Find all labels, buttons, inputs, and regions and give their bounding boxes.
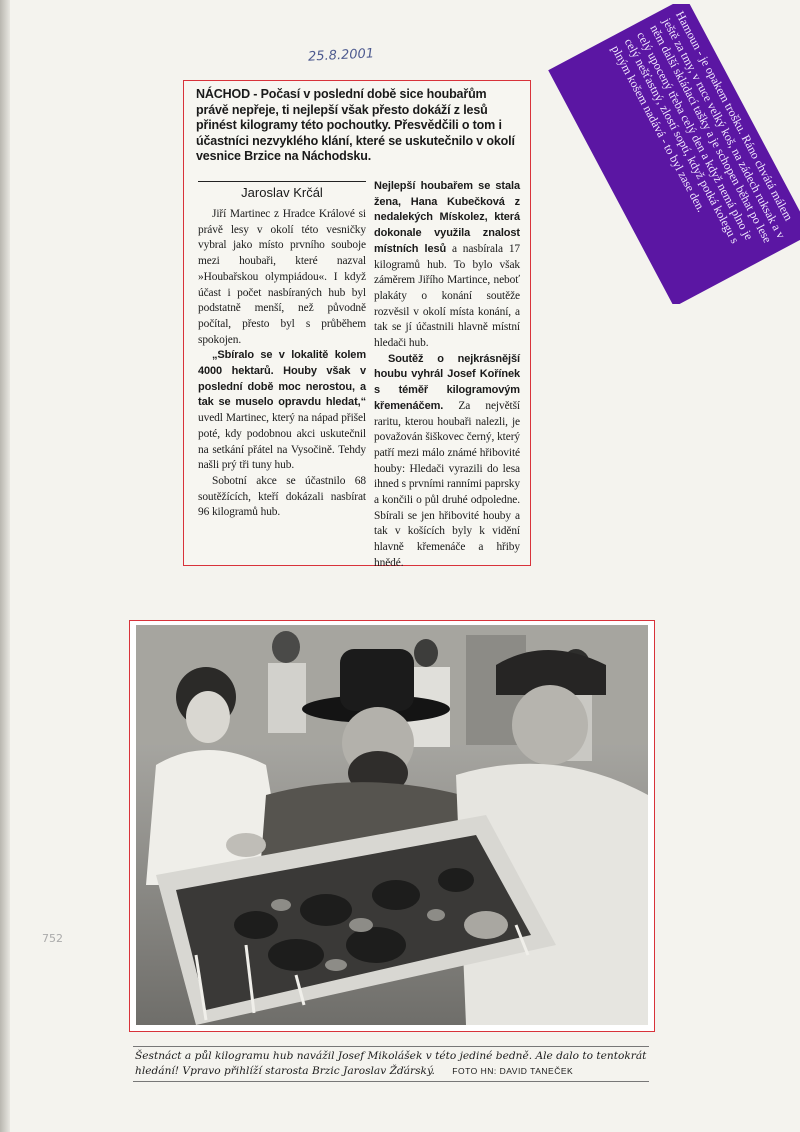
paragraph-text: a nasbírala 17 kilogramů hub. To bylo však záměrem Jiřího Martince, neboť plakáty o konání soutěže rozvěsil v okolí místa konání, a tak se jí účastnili hlavně místní hledači hub. — [374, 242, 521, 350]
paragraph-text: Za největší raritu, kterou houbaři nalezli, je považován šiškovec černý, který patří mezi málo známé hřibovité houby: Hledači vyrazili do lesa ihned s prvními ranními paprsky a končili o půl druhé odpoledne. Sbírali se jen hřibovité houby a tak v košících byly k vidění hlavně křemenáče a hřiby hnědé. — [374, 399, 520, 569]
sticky-note: Hamoun - je opakem trošku. Ráno chvátá málem ještě za tmy, v ruce velký koš, na zádech ruksak a v něm další skládací tašky a je schopen běhat po lese celý upocený třeba celý den a když nemá plno je celý nešťastný, zlostí soptí, když potká kolegu s plným košem nadává - to byl zase den. — [548, 4, 800, 304]
caption-text: Šestnáct a půl kilogramu hub navážil Josef Mikolášek v této jediné bedně. Ale dalo to tentokrát hledání! Vpravo přihlíží starosta Brzic Jaroslav Žďárský. — [135, 1050, 647, 1077]
quote-bold: „Sbíralo se v lokalitě kolem 4000 hektarů. Houby však v poslední době moc nerostou, a tak se muselo opravdu hledat,“ — [198, 349, 366, 409]
photo-caption — [133, 1046, 649, 1082]
paragraph — [374, 179, 520, 352]
paragraph-bold: Soutěž o nejkrásnější houbu vyhrál Josef Kořínek s téměř kilogramovým křemenáčem. — [374, 352, 520, 412]
paragraph — [198, 348, 366, 474]
photo-frame — [129, 620, 655, 1032]
handwritten-date: 25.8.2001 — [307, 46, 375, 65]
paragraph — [374, 352, 520, 572]
article-author: Jaroslav Krčál — [241, 185, 323, 200]
margin-page-mark: 752 — [42, 932, 63, 945]
photo-credit: FOTO HN: DAVID TANEČEK — [452, 1066, 574, 1076]
paragraph: Sobotní akce se účastnilo 68 soutěžících, kteří dokázali nasbírat 96 kilogramů hub. — [198, 474, 366, 519]
scrapbook-page-edge — [0, 0, 10, 1132]
article-column-right — [374, 179, 520, 572]
paragraph-bold: Nejlepší houbařem se stala žena, Hana Kubečková z nedalekých Mískolez, která dokonale využila znalost místních lesů — [374, 180, 520, 255]
article-column-left — [198, 207, 366, 521]
paragraph-text: uvedl Martinec, který na nápad přišel poté, kdy podobnou akci uskutečnil na setkání přátel na Vysočině. Tehdy našli prý tři tuny hub. — [198, 412, 366, 472]
sticky-note-wrapper — [536, 4, 800, 304]
article-lead: NÁCHOD - Počasí v poslední době sice houbařům právě nepřeje, ti nejlepší však přesto dokáží z lesů přinést kilogramy této pochoutky. Přesvědčili o tom i účastníci nezvyklého klání, které se uskutečnilo v okolí vesnice Brzice na Náchodsku. — [196, 87, 515, 163]
paragraph: Jiří Martinec z Hradce Králové si právě lesy v okolí této vesničky vybral jako místo prvního souboje mezi houbaři, které nazval »Houbařskou olympiádou«. I když účast i počet nasbíraných hub byl podstatně menší, než původně počítal, přesto byl s průběhem spokojen. — [198, 208, 366, 346]
photo-illustration — [136, 625, 648, 1025]
newspaper-clipping — [183, 80, 531, 569]
newspaper-photo — [136, 625, 648, 1025]
byline-divider — [198, 181, 366, 182]
